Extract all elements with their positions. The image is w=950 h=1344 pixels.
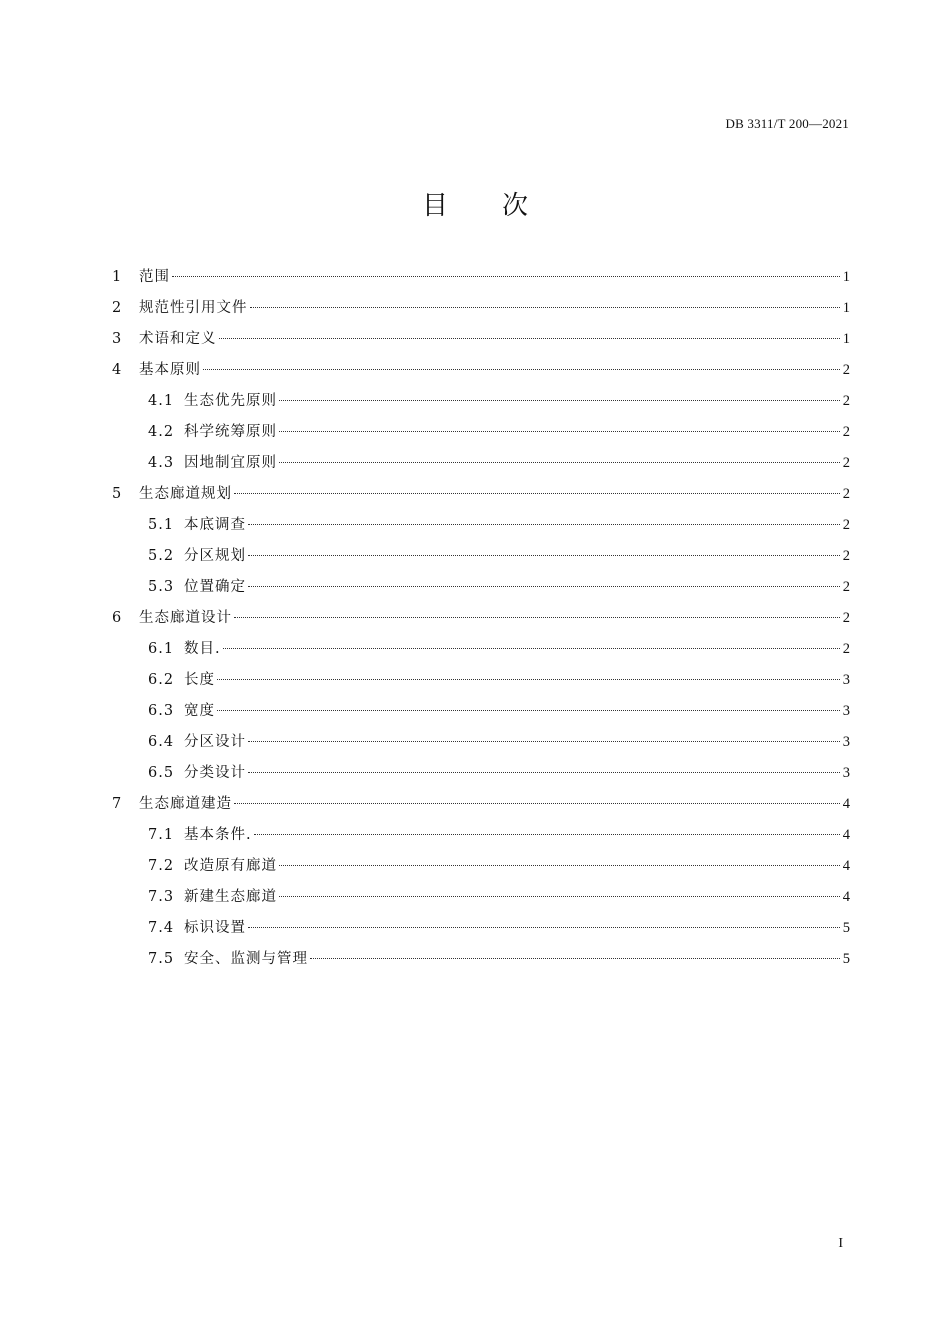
page-number: I [838,1236,843,1251]
toc-entry[interactable] [112,355,850,386]
toc-dot-leader [250,307,841,308]
toc-entry-number: 5.2 [148,548,175,564]
toc-entry-title: 规范性引用文件 [139,300,248,316]
toc-entry-title: 基本原则 [139,362,201,378]
toc-dot-leader [310,958,840,959]
toc-entry-number: 5.3 [148,579,175,595]
toc-entry-page: 5 [842,920,850,936]
toc-entry-page: 1 [842,269,850,285]
toc-entry-number: 6.4 [148,734,175,750]
toc-entry-number: 4.3 [148,455,175,471]
toc-entry-number: 2 [112,300,122,316]
toc-entry-title: 生态廊道设计 [139,610,232,626]
toc-entry[interactable] [112,541,850,572]
toc-dot-leader [254,834,840,835]
toc-entry-number: 7.2 [148,858,175,874]
toc-dot-leader [217,679,840,680]
toc-entry-page: 4 [842,796,850,812]
toc-entry-title: 科学统筹原则 [184,424,277,440]
toc-dot-leader [248,927,840,928]
toc-entry-title: 标识设置 [184,920,246,936]
toc-entry-title: 安全、监测与管理 [184,951,308,967]
toc-entry-page: 5 [842,951,850,967]
toc-entry[interactable] [112,913,850,944]
toc-entry-number: 7.5 [148,951,175,967]
toc-entry-title: 生态廊道建造 [139,796,232,812]
toc-entry-number: 6 [112,610,122,626]
toc-entry-page: 2 [842,424,850,440]
toc-entry-page: 2 [842,362,850,378]
toc-entry[interactable] [112,758,850,789]
toc-entry-number: 1 [112,269,122,285]
toc-entry[interactable] [112,262,850,293]
toc-entry[interactable] [112,324,850,355]
toc-entry[interactable] [112,479,850,510]
toc-entry-page: 4 [842,827,850,843]
toc-entry-page: 2 [842,610,850,626]
toc-entry-title: 范围 [139,269,170,285]
toc-entry-title: 生态优先原则 [184,393,277,409]
toc-entry[interactable] [112,417,850,448]
toc-entry-title: 分区规划 [184,548,246,564]
toc-entry-number: 6.3 [148,703,175,719]
toc-dot-leader [279,400,840,401]
toc-dot-leader [234,493,840,494]
document-code: DB 3311/T 200—2021 [725,116,849,131]
toc-dot-leader [203,369,840,370]
toc-entry-page: 3 [842,765,850,781]
toc-entry-title: 新建生态廊道 [184,889,277,905]
toc-entry[interactable] [112,510,850,541]
toc-title: 目次 [421,191,582,221]
toc-entry-title: 术语和定义 [139,331,217,347]
toc-entry-page: 3 [842,672,850,688]
toc-entry-number: 6.5 [148,765,175,781]
toc-dot-leader [279,462,840,463]
toc-entry[interactable] [112,293,850,324]
toc-entry-page: 2 [842,486,850,502]
toc-entry-page: 3 [842,734,850,750]
toc-entry-title: 生态廊道规划 [139,486,232,502]
toc-entry-title: 因地制宜原则 [184,455,277,471]
toc-entry-page: 4 [842,889,850,905]
toc-dot-leader [248,741,840,742]
toc-entry-title: 数目. [184,641,221,657]
toc-entry[interactable] [112,696,850,727]
toc-entry-title: 基本条件. [184,827,252,843]
toc-entry-page: 2 [842,641,850,657]
toc-entry[interactable] [112,386,850,417]
toc-dot-leader [234,803,840,804]
toc-dot-leader [248,586,840,587]
toc-entry[interactable] [112,665,850,696]
toc-entry-title: 分类设计 [184,765,246,781]
toc-entry-number: 6.2 [148,672,175,688]
toc-entry-number: 7.4 [148,920,175,936]
toc-entry-number: 4.1 [148,393,175,409]
toc-entry-number: 4 [112,362,122,378]
toc-dot-leader [279,896,840,897]
toc-entry-number: 3 [112,331,122,347]
toc-entry-page: 2 [842,393,850,409]
toc-entry-title: 宽度 [184,703,215,719]
toc-entry-page: 1 [842,300,850,316]
toc-dot-leader [234,617,840,618]
toc-entry-page: 4 [842,858,850,874]
toc-entry[interactable] [112,789,850,820]
toc-dot-leader [248,772,840,773]
toc-entry[interactable] [112,944,850,975]
toc-entry-page: 2 [842,517,850,533]
toc-entry-page: 3 [842,703,850,719]
toc-entry-title: 位置确定 [184,579,246,595]
toc-entry[interactable] [112,882,850,913]
toc-entry[interactable] [112,727,850,758]
toc-entry-page: 2 [842,455,850,471]
toc-dot-leader [172,276,840,277]
toc-entry-number: 6.1 [148,641,175,657]
toc-entry-page: 1 [842,331,850,347]
toc-entry-title: 长度 [184,672,215,688]
toc-entry[interactable] [112,820,850,851]
toc-entry[interactable] [112,603,850,634]
toc-entry-number: 7 [112,796,122,812]
toc-entry-number: 7.1 [148,827,175,843]
toc-dot-leader [279,865,840,866]
toc-entry-number: 5.1 [148,517,175,533]
toc-entry-title: 本底调查 [184,517,246,533]
toc-entry[interactable] [112,448,850,479]
toc-dot-leader [248,555,840,556]
toc-entry[interactable] [112,851,850,882]
toc-dot-leader [279,431,840,432]
toc-entry-title: 分区设计 [184,734,246,750]
toc-entry-number: 5 [112,486,122,502]
toc-entry-page: 2 [842,579,850,595]
table-of-contents [112,262,850,975]
toc-entry-page: 2 [842,548,850,564]
toc-entry[interactable] [112,572,850,603]
toc-dot-leader [248,524,840,525]
toc-dot-leader [217,710,840,711]
toc-dot-leader [223,648,840,649]
toc-entry-title: 改造原有廊道 [184,858,277,874]
toc-dot-leader [219,338,841,339]
toc-entry-number: 7.3 [148,889,175,905]
toc-entry-number: 4.2 [148,424,175,440]
toc-entry[interactable] [112,634,850,665]
